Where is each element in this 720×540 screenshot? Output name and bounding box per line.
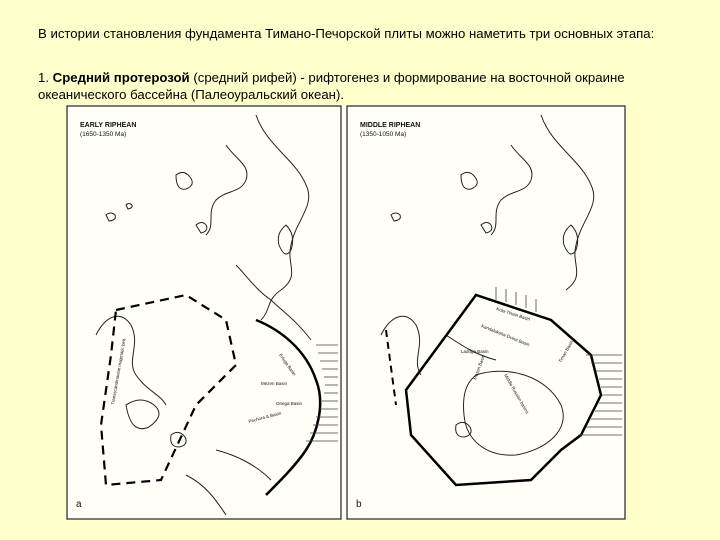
- map-b-svg: [346, 105, 626, 520]
- map-a-label-ertuga: Ertuga Basin: [278, 352, 298, 377]
- map-b-title: MIDDLE RIPHEAN: [360, 122, 421, 129]
- intro-paragraph: В истории становления фундамента Тимано-Печорской плиты можно наметить три основных этапа:: [38, 26, 655, 41]
- point-description: (средний рифей) - рифтогенез и формирование на восточной окраине океанического бассейна (Палеоуральский океан).: [38, 70, 625, 102]
- map-b-panel-letter: b: [356, 499, 362, 510]
- map-a-label-transscandinavian: Transscandinavian magmatic belt: [110, 338, 127, 406]
- map-b-dates: (1350-1050 Ma): [360, 131, 407, 138]
- map-a-label-onega: Onega Basin: [276, 401, 303, 406]
- map-middle-riphean: [346, 105, 626, 520]
- map-a-svg: [66, 105, 342, 520]
- map-a-label-pechora: Pechora & Basin: [247, 410, 282, 424]
- map-b-label-middle-russian: Middle Russian basins: [503, 373, 530, 415]
- map-b-label-mezen: Mezen Basin: [472, 354, 486, 381]
- map-b-label-ladoga: Ladoga Basin: [461, 349, 489, 354]
- point-1-paragraph: [38, 69, 698, 103]
- map-a-dates: (1650-1350 Ma): [80, 131, 127, 138]
- map-a-title: EARLY RIPHEAN: [80, 122, 137, 129]
- paleogeographic-maps-figure: [66, 105, 626, 520]
- map-a-panel-letter: a: [76, 499, 82, 510]
- point-number: 1.: [38, 70, 49, 85]
- map-b-label-timan: Timan Basin: [557, 339, 575, 364]
- point-bold-term: Средний протерозой: [52, 70, 190, 85]
- map-a-label-mezen: Mezen Basin: [261, 381, 288, 386]
- map-b-label-kola-timan: Kola-Timan Basin: [495, 306, 531, 322]
- map-b-label-kandalaksha: Kandalaksha-Dvina Basin: [480, 323, 531, 348]
- map-early-riphean: [66, 105, 342, 520]
